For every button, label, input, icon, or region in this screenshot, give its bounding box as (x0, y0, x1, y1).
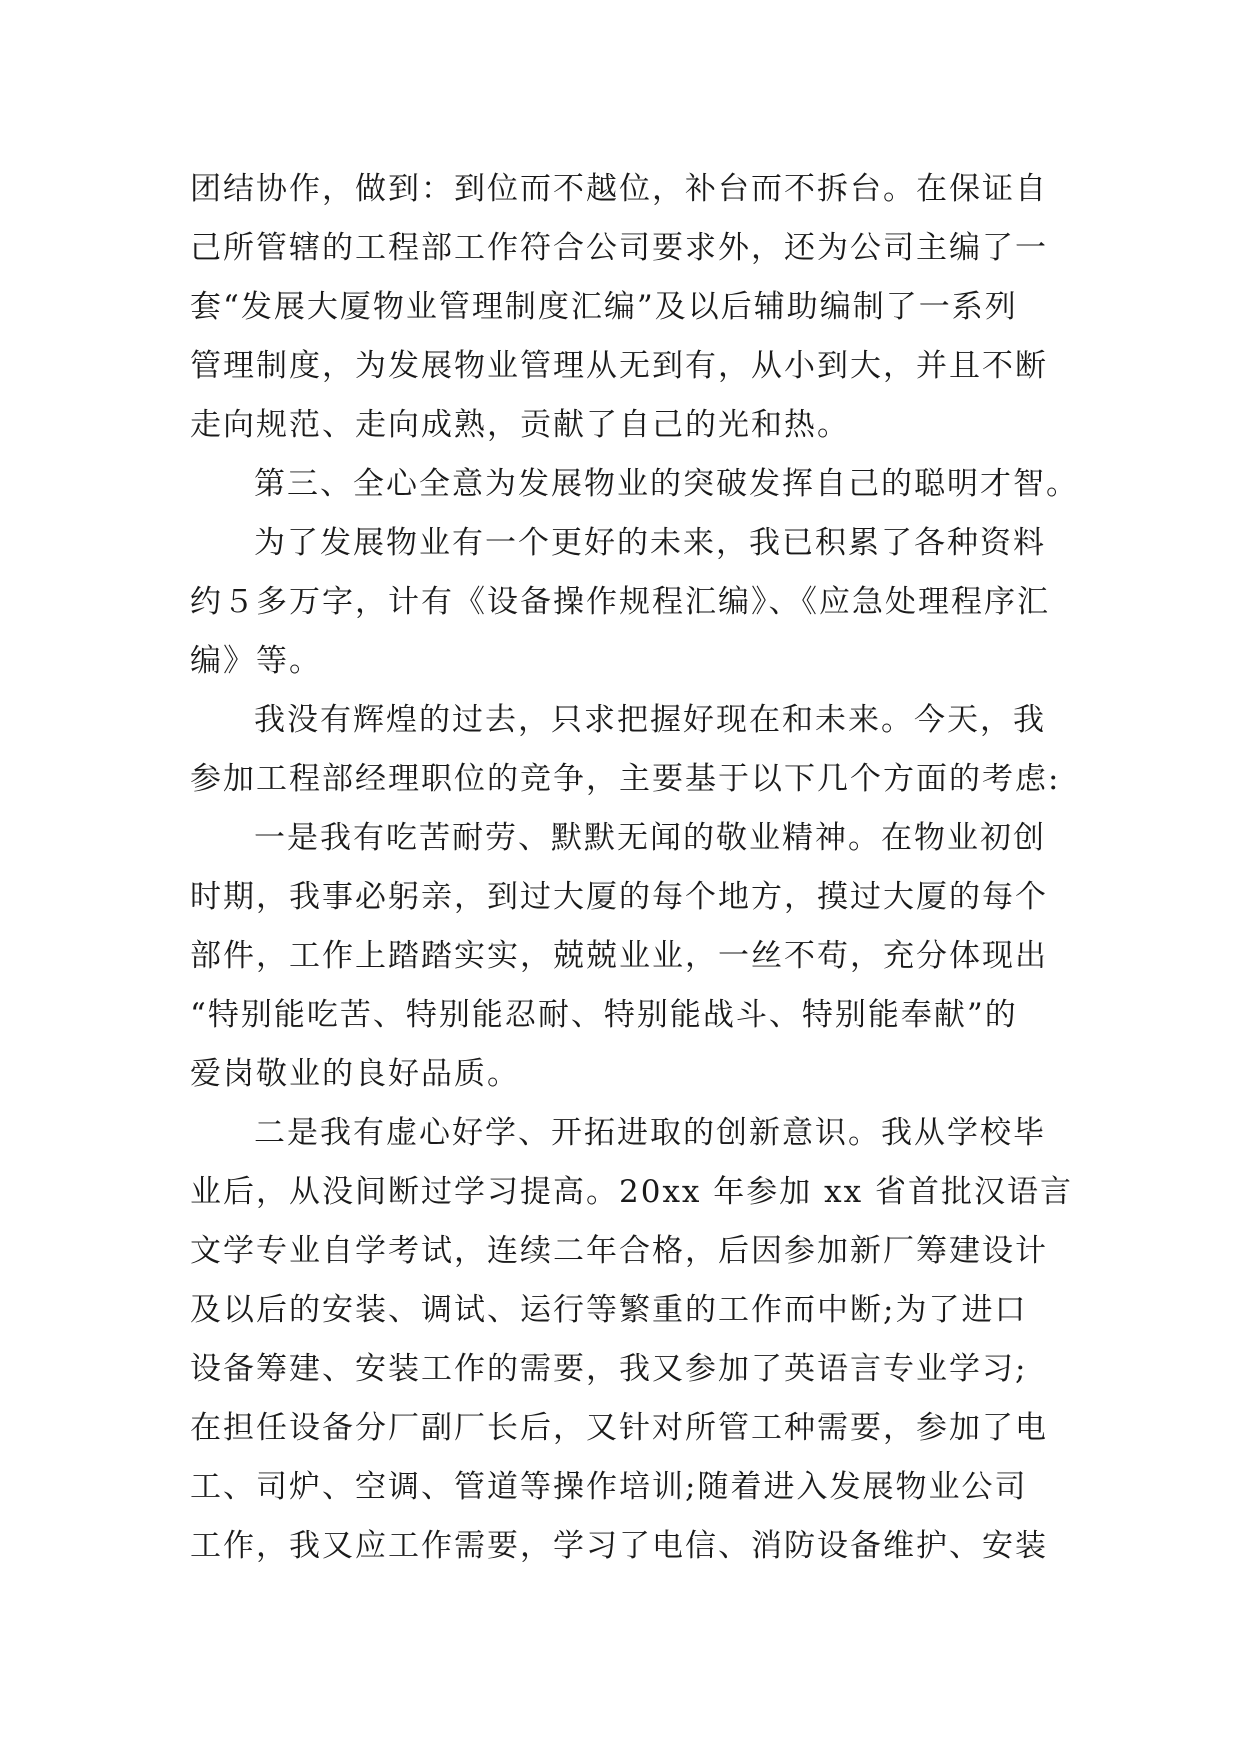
document-body (190, 160, 1079, 1576)
text-line-9: 编》等。 (190, 643, 322, 679)
text-line-17: 二是我有虚心好学、开拓进取的创新意识。我从学校毕 (254, 1115, 1046, 1151)
text-line-6: 第三、全心全意为发展物业的突破发挥自己的聪明才智。 (254, 466, 1079, 502)
text-line-5: 走向规范、走向成熟，贡献了自己的光和热。 (190, 407, 850, 443)
text-line-14: 部件，工作上踏踏实实，兢兢业业，一丝不苟，充分体现出 (190, 938, 1048, 974)
text-line-15: “特别能吃苦、特别能忍耐、特别能战斗、特别能奉献”的 (190, 997, 1018, 1033)
text-line-18: 业后，从没间断过学习提高。20xx 年参加 xx 省首批汉语言 (190, 1174, 1073, 1210)
text-line-19: 文学专业自学考试，连续二年合格，后因参加新厂筹建设计 (190, 1233, 1048, 1269)
text-line-7: 为了发展物业有一个更好的未来，我已积累了各种资料 (254, 525, 1046, 561)
text-line-21: 设备筹建、安装工作的需要，我又参加了英语言专业学习; (190, 1351, 1028, 1387)
text-line-4: 管理制度，为发展物业管理从无到有，从小到大，并且不断 (190, 348, 1048, 384)
text-line-13: 时期，我事必躬亲，到过大厦的每个地方，摸过大厦的每个 (190, 879, 1048, 915)
text-line-1: 团结协作，做到：到位而不越位，补台而不拆台。在保证自 (190, 171, 1048, 207)
text-line-3: 套“发展大厦物业管理制度汇编”及以后辅助编制了一系列 (190, 289, 1018, 325)
text-line-23: 工、司炉、空调、管道等操作培训;随着进入发展物业公司 (190, 1469, 1028, 1505)
text-line-16: 爱岗敬业的良好品质。 (190, 1056, 520, 1092)
text-line-12: 一是我有吃苦耐劳、默默无闻的敬业精神。在物业初创 (254, 820, 1046, 856)
text-line-24: 工作，我又应工作需要，学习了电信、消防设备维护、安装 (190, 1528, 1048, 1564)
text-line-8: 约５多万字，计有《设备操作规程汇编》、《应急处理程序汇 (190, 584, 1050, 620)
text-line-2: 己所管辖的工程部工作符合公司要求外，还为公司主编了一 (190, 230, 1048, 266)
text-line-20: 及以后的安装、调试、运行等繁重的工作而中断;为了进口 (190, 1292, 1028, 1328)
text-line-11: 参加工程部经理职位的竞争，主要基于以下几个方面的考虑: (190, 761, 1061, 797)
text-line-10: 我没有辉煌的过去，只求把握好现在和未来。今天，我 (254, 702, 1046, 738)
text-line-22: 在担任设备分厂副厂长后，又针对所管工种需要，参加了电 (190, 1410, 1048, 1446)
